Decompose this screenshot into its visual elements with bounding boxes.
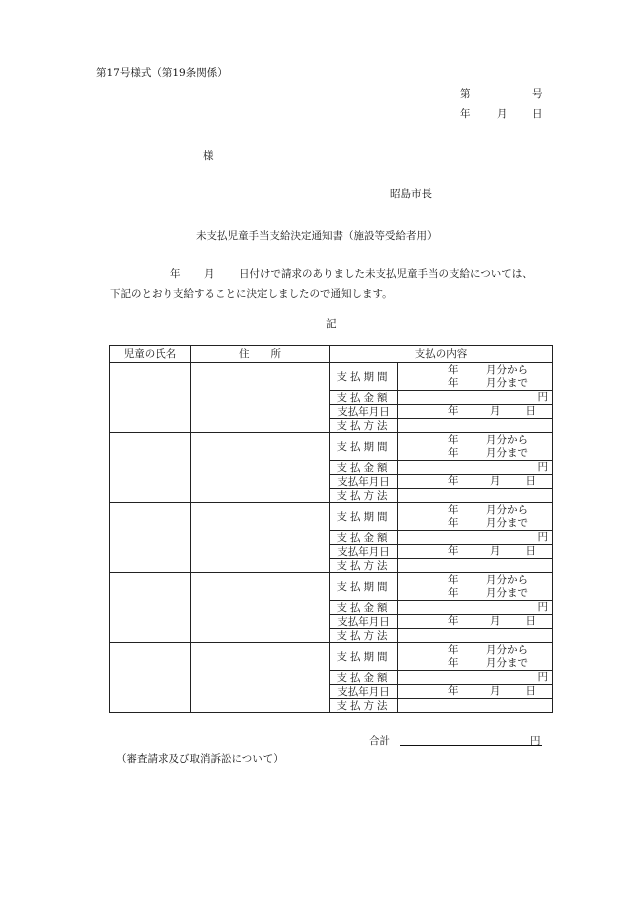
period-to-year: 年 <box>448 377 459 389</box>
pay-date-label: 支払年月日 <box>330 545 398 559</box>
amount-label: 支払金額 <box>330 461 398 475</box>
child-address-cell[interactable] <box>191 503 330 573</box>
amount-yen: 円 <box>537 671 548 683</box>
period-from-year: 年 <box>448 574 459 586</box>
period-to-year: 年 <box>448 657 459 669</box>
pay-date-day: 日 <box>525 475 536 487</box>
period-label: 支払期間 <box>330 573 398 601</box>
pay-date-value[interactable] <box>398 615 553 629</box>
body-line1-text: 日付けで請求のありました未支払児童手当の支給については、 <box>239 268 533 280</box>
amount-yen: 円 <box>537 461 548 473</box>
pay-date-value[interactable] <box>398 545 553 559</box>
period-from-text: 月分から <box>486 434 528 446</box>
header-payment-content: 支払の内容 <box>330 346 553 363</box>
method-label: 支払方法 <box>330 489 398 503</box>
method-value[interactable] <box>398 629 553 643</box>
issue-date-day: 日 <box>532 108 543 120</box>
period-to-year: 年 <box>448 447 459 459</box>
doc-number-go: 号 <box>532 88 543 100</box>
table-row <box>110 363 553 391</box>
period-from-year: 年 <box>448 434 459 446</box>
period-from-year: 年 <box>448 644 459 656</box>
form-number-label: 第17号様式（第19条関係） <box>96 67 228 79</box>
child-address-cell[interactable] <box>191 363 330 433</box>
period-label: 支払期間 <box>330 503 398 531</box>
pay-date-value[interactable] <box>398 405 553 419</box>
pay-date-day: 日 <box>525 615 536 627</box>
period-from-text: 月分から <box>486 504 528 516</box>
period-from-text: 月分から <box>486 574 528 586</box>
amount-label: 支払金額 <box>330 671 398 685</box>
ki-heading: 記 <box>326 318 337 330</box>
period-to-text: 月分まで <box>486 377 528 389</box>
amount-value[interactable] <box>398 671 553 685</box>
method-label: 支払方法 <box>330 629 398 643</box>
table-row <box>110 573 553 601</box>
pay-date-month: 月 <box>490 615 501 627</box>
period-to-text: 月分まで <box>486 657 528 669</box>
period-value[interactable] <box>398 643 553 671</box>
method-value[interactable] <box>398 699 553 713</box>
document-title: 未支払児童手当支給決定通知書（施設等受給者用） <box>196 230 438 242</box>
pay-date-year: 年 <box>448 405 459 417</box>
period-to-year: 年 <box>448 517 459 529</box>
body-year: 年 <box>170 268 181 280</box>
child-name-cell[interactable] <box>110 363 191 433</box>
pay-date-year: 年 <box>448 475 459 487</box>
period-value[interactable] <box>398 573 553 601</box>
child-name-cell[interactable] <box>110 643 191 713</box>
period-to-text: 月分まで <box>486 587 528 599</box>
period-label: 支払期間 <box>330 643 398 671</box>
amount-yen: 円 <box>537 601 548 613</box>
amount-label: 支払金額 <box>330 601 398 615</box>
table-row <box>110 643 553 671</box>
period-value[interactable] <box>398 503 553 531</box>
pay-date-day: 日 <box>525 545 536 557</box>
pay-date-month: 月 <box>490 405 501 417</box>
method-value[interactable] <box>398 419 553 433</box>
child-address-cell[interactable] <box>191 643 330 713</box>
period-to-text: 月分まで <box>486 447 528 459</box>
child-address-cell[interactable] <box>191 573 330 643</box>
child-name-cell[interactable] <box>110 433 191 503</box>
period-from-text: 月分から <box>486 364 528 376</box>
amount-label: 支払金額 <box>330 391 398 405</box>
total-yen: 円 <box>530 735 541 747</box>
issuer-title: 昭島市長 <box>390 188 432 200</box>
amount-yen: 円 <box>537 531 548 543</box>
amount-value[interactable] <box>398 601 553 615</box>
addressee-sama: 様 <box>203 150 214 162</box>
amount-value[interactable] <box>398 531 553 545</box>
period-to-text: 月分まで <box>486 517 528 529</box>
period-label: 支払期間 <box>330 433 398 461</box>
amount-label: 支払金額 <box>330 531 398 545</box>
pay-date-month: 月 <box>490 475 501 487</box>
pay-date-year: 年 <box>448 545 459 557</box>
method-value[interactable] <box>398 559 553 573</box>
amount-yen: 円 <box>537 391 548 403</box>
child-address-cell[interactable] <box>191 433 330 503</box>
period-value[interactable] <box>398 433 553 461</box>
period-from-text: 月分から <box>486 644 528 656</box>
method-label: 支払方法 <box>330 559 398 573</box>
child-name-cell[interactable] <box>110 573 191 643</box>
issue-date-year: 年 <box>460 108 471 120</box>
doc-number-dai: 第 <box>460 88 471 100</box>
table-row <box>110 503 553 531</box>
pay-date-year: 年 <box>448 685 459 697</box>
amount-value[interactable] <box>398 461 553 475</box>
payment-details-table <box>109 345 553 713</box>
appeal-note: （審査請求及び取消訴訟について） <box>116 753 284 765</box>
pay-date-label: 支払年月日 <box>330 685 398 699</box>
body-month: 月 <box>204 268 215 280</box>
pay-date-day: 日 <box>525 685 536 697</box>
pay-date-year: 年 <box>448 615 459 627</box>
header-address: 住 所 <box>191 346 330 363</box>
pay-date-month: 月 <box>490 685 501 697</box>
table-row <box>110 433 553 461</box>
total-label: 合計 <box>369 735 390 747</box>
pay-date-label: 支払年月日 <box>330 475 398 489</box>
pay-date-value[interactable] <box>398 475 553 489</box>
method-label: 支払方法 <box>330 419 398 433</box>
pay-date-value[interactable] <box>398 685 553 699</box>
period-to-year: 年 <box>448 587 459 599</box>
period-label: 支払期間 <box>330 363 398 391</box>
pay-date-month: 月 <box>490 545 501 557</box>
method-value[interactable] <box>398 489 553 503</box>
method-label: 支払方法 <box>330 699 398 713</box>
header-child-name: 児童の氏名 <box>110 346 191 363</box>
child-name-cell[interactable] <box>110 503 191 573</box>
issue-date-month: 月 <box>497 108 508 120</box>
period-from-year: 年 <box>448 364 459 376</box>
body-line2-text: 下記のとおり支給することに決定しましたので通知します。 <box>110 288 393 300</box>
total-underline <box>400 745 542 746</box>
table-header-row <box>110 346 553 363</box>
pay-date-day: 日 <box>525 405 536 417</box>
pay-date-label: 支払年月日 <box>330 405 398 419</box>
pay-date-label: 支払年月日 <box>330 615 398 629</box>
period-from-year: 年 <box>448 504 459 516</box>
amount-value[interactable] <box>398 391 553 405</box>
period-value[interactable] <box>398 363 553 391</box>
